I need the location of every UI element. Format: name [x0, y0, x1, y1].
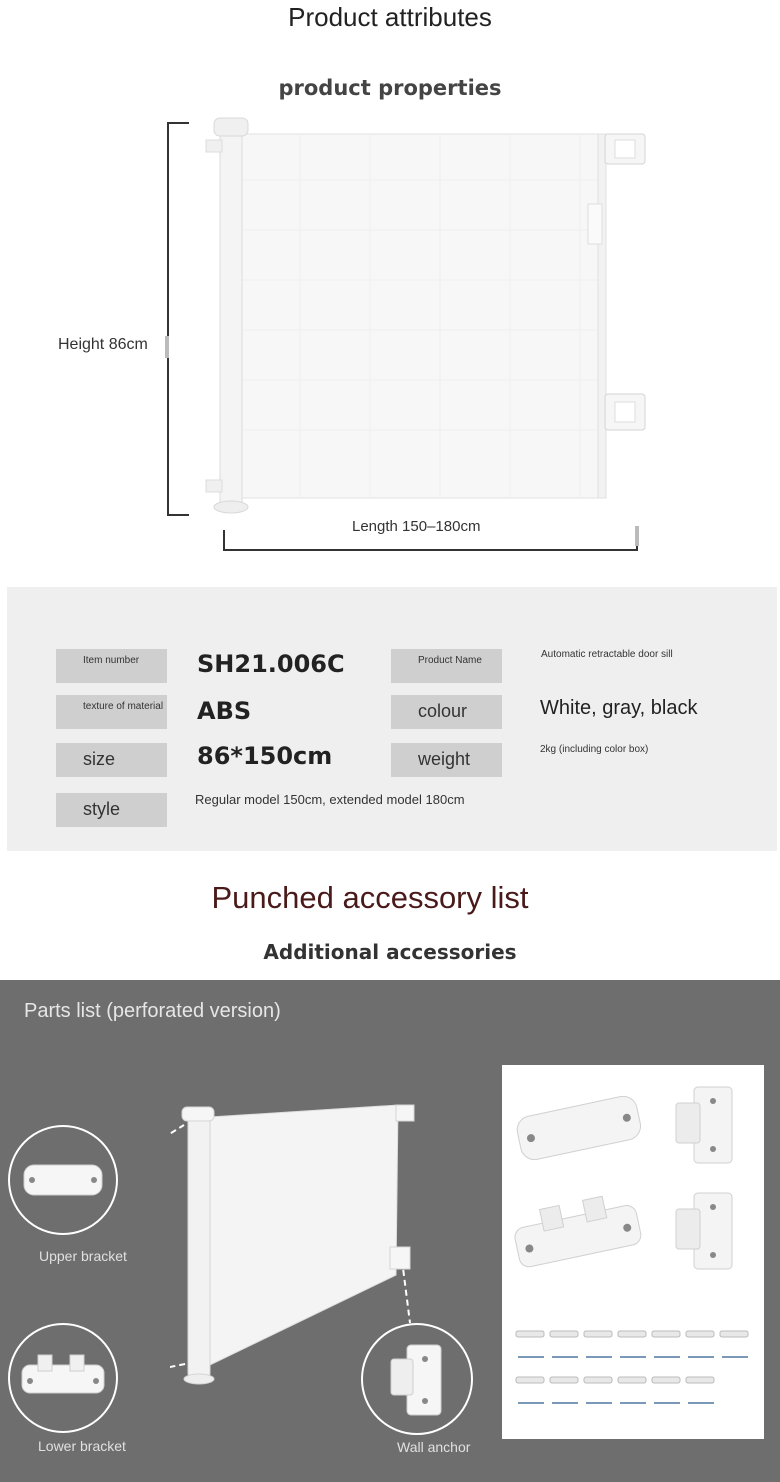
- height-label: Height 86cm: [58, 336, 148, 353]
- colour-label: colour: [391, 695, 502, 729]
- weight-value: 2kg (including color box): [540, 744, 649, 755]
- wall-anchor-icon: [363, 1325, 471, 1433]
- height-dimension-line: [168, 123, 189, 515]
- lower-bracket-circle: [8, 1323, 118, 1433]
- colour-value: White, gray, black: [540, 697, 698, 719]
- gate-image: [206, 118, 645, 513]
- section-subtitle: product properties: [278, 76, 502, 100]
- length-label: Length 150–180cm: [352, 518, 481, 535]
- accessory-list-title: Punched accessory list: [211, 880, 529, 915]
- texture-value: ABS: [197, 697, 252, 725]
- height-marker: [165, 336, 169, 358]
- accessory-list-subtitle: Additional accessories: [263, 940, 517, 964]
- upper-bracket-caption: Upper bracket: [39, 1248, 127, 1264]
- style-value: Regular model 150cm, extended model 180cm: [195, 792, 465, 807]
- page-title: Product attributes: [288, 2, 492, 32]
- weight-label: weight: [391, 743, 502, 777]
- style-label: style: [56, 793, 167, 827]
- lower-bracket-caption: Lower bracket: [38, 1438, 126, 1454]
- lower-bracket-icon: [10, 1325, 116, 1431]
- length-marker: [635, 526, 639, 546]
- upper-bracket-icon: [10, 1127, 116, 1233]
- product-name-label: Product Name: [391, 649, 502, 683]
- product-name-value: Automatic retractable door sill: [541, 649, 673, 660]
- parts-kit-image: [504, 1067, 762, 1437]
- parts-title: Parts list (perforated version): [24, 1000, 281, 1022]
- texture-label: texture of material: [56, 695, 167, 729]
- size-value: 86*150cm: [197, 742, 333, 770]
- upper-bracket-circle: [8, 1125, 118, 1235]
- item-number-label: Item number: [56, 649, 167, 683]
- wall-anchor-circle: [361, 1323, 473, 1435]
- item-number-value: SH21.006C: [197, 650, 345, 678]
- parts-kit-box: [502, 1065, 764, 1439]
- gate-dimension-illustration: [0, 100, 780, 560]
- size-label: size: [56, 743, 167, 777]
- wall-anchor-caption: Wall anchor: [397, 1439, 471, 1455]
